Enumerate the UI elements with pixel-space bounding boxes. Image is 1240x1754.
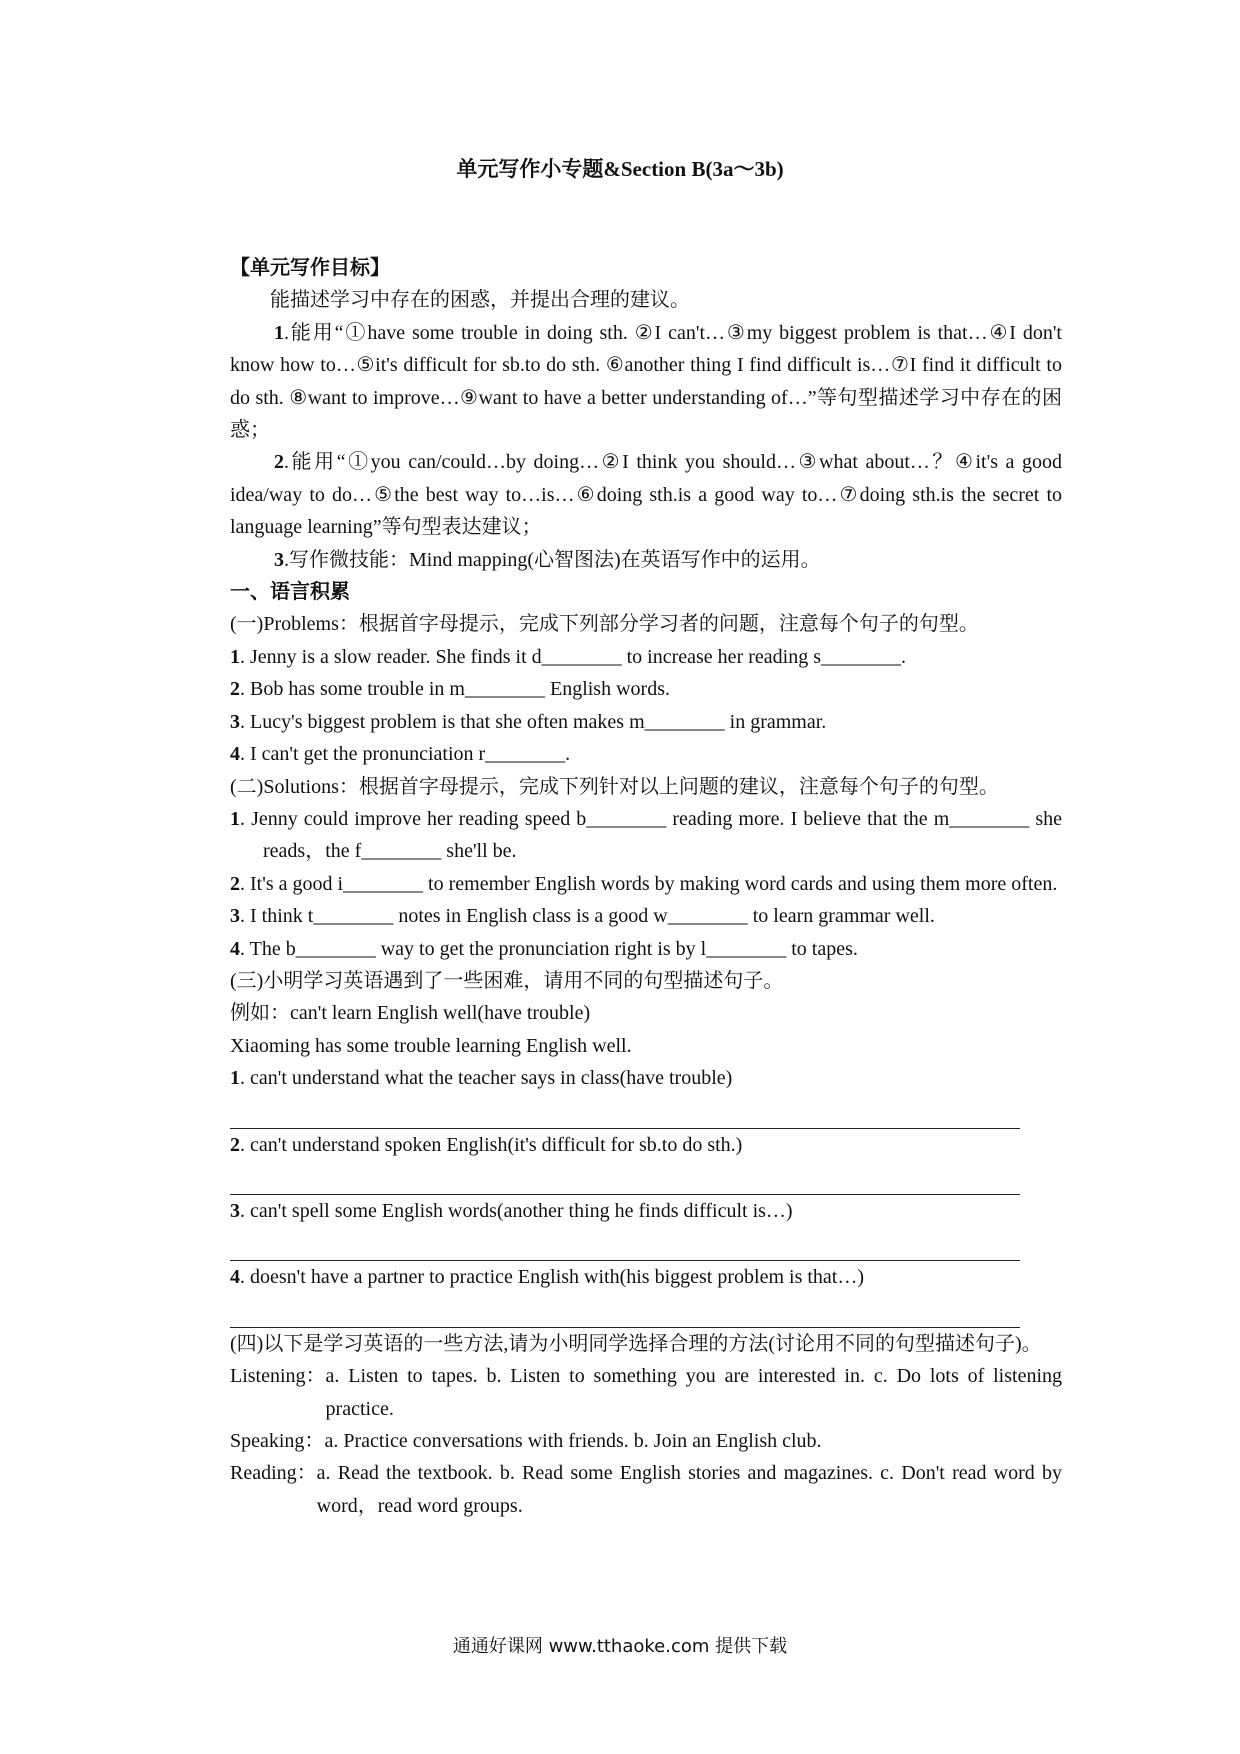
exercise-item bbox=[230, 1129, 1062, 1161]
item-number: 1 bbox=[230, 645, 240, 668]
item-number: 2 bbox=[230, 1133, 240, 1156]
goal-text: .能用“①have some trouble in doing sth. ②I can't…③my biggest problem is that…④I don't know how to…⑤it's difficult for sb.to do sth. ⑥another thing I find difficult is…⑦I find it difficult to do sth. ⑧want to improve…⑨want to have a better understanding of…”等句型描述学习中存在的困惑； bbox=[230, 321, 1062, 442]
item-text: . I think t________ notes in English class is a good w________ to learn grammar well. bbox=[240, 905, 935, 928]
section-heading: 一、语言积累 bbox=[230, 581, 350, 604]
item-text: . can't understand spoken English(it's difficult for sb.to do sth.) bbox=[240, 1133, 743, 1156]
item-text: . Bob has some trouble in m________ English words. bbox=[240, 678, 670, 701]
method-text: a. Read the textbook. b. Read some English stories and magazines. c. Don't read word by word，read word groups. bbox=[316, 1462, 1062, 1517]
problem-item bbox=[230, 673, 1062, 705]
item-number: 4 bbox=[230, 937, 240, 960]
item-text: . can't understand what the teacher says in class(have trouble) bbox=[240, 1067, 733, 1090]
example-label: 例如：can't learn English well(have trouble) bbox=[230, 1002, 591, 1025]
item-number: 4 bbox=[230, 743, 240, 766]
problem-item bbox=[230, 706, 1062, 738]
part2-heading: (二)Solutions：根据首字母提示，完成下列针对以上问题的建议，注意每个句子的句型。 bbox=[230, 775, 999, 798]
goal-item bbox=[230, 446, 1062, 543]
method-label: Speaking： bbox=[230, 1430, 325, 1452]
item-number: 3 bbox=[230, 710, 240, 733]
solution-item bbox=[230, 803, 1062, 868]
item-text: . It's a good i________ to remember English words by making word cards and using them more often. bbox=[240, 872, 1058, 895]
answer-line[interactable] bbox=[230, 1294, 1020, 1328]
method-item-reading bbox=[230, 1457, 1062, 1522]
answer-line[interactable] bbox=[230, 1227, 1020, 1261]
item-number: 2 bbox=[230, 872, 240, 895]
goal-text: .能用“①you can/could…by doing…②I think you should…③what about…？④it's a good idea/way to do…⑤the best way to…is…⑥doing sth.is a good way to…⑦doing sth.is the secret to language learning”等句型表达建议； bbox=[230, 451, 1062, 539]
goal-number: 2 bbox=[274, 451, 284, 474]
method-text: a. Practice conversations with friends. b. Join an English club. bbox=[324, 1430, 822, 1452]
method-label: Listening： bbox=[230, 1365, 326, 1388]
item-number: 4 bbox=[230, 1266, 240, 1289]
problem-item bbox=[230, 738, 1062, 770]
page-title: 单元写作小专题&Section B(3a～3b) bbox=[456, 157, 784, 181]
method-item-speaking bbox=[230, 1425, 1062, 1457]
item-text: . doesn't have a partner to practice English with(his biggest problem is that…) bbox=[240, 1266, 865, 1289]
item-text: . Lucy's biggest problem is that she often makes m________ in grammar. bbox=[240, 710, 827, 733]
item-number: 3 bbox=[230, 905, 240, 928]
part3-heading: (三)小明学习英语遇到了一些困难，请用不同的句型描述句子。 bbox=[230, 969, 784, 992]
item-text: . Jenny could improve her reading speed b________ reading more. I believe that the m________ she reads，the f________ she'll be. bbox=[240, 807, 1062, 863]
solution-item bbox=[230, 933, 1062, 965]
example-answer: Xiaoming has some trouble learning English well. bbox=[230, 1034, 632, 1057]
goal-number: 1 bbox=[274, 321, 284, 344]
item-number: 3 bbox=[230, 1199, 240, 1222]
part4-heading: (四)以下是学习英语的一些方法,请为小明同学选择合理的方法(讨论用不同的句型描述句子)。 bbox=[230, 1332, 1042, 1355]
item-text: . The b________ way to get the pronunciation right is by l________ to tapes. bbox=[240, 937, 858, 960]
worksheet-body bbox=[230, 252, 1062, 1522]
item-number: 1 bbox=[230, 1067, 240, 1090]
method-text: a. Listen to tapes. b. Listen to something you are interested in. c. Do lots of listening practice. bbox=[325, 1365, 1062, 1420]
item-text: . Jenny is a slow reader. She finds it d________ to increase her reading s________. bbox=[240, 645, 906, 668]
goal-number: 3 bbox=[274, 548, 284, 571]
part1-heading: (一)Problems：根据首字母提示，完成下列部分学习者的问题，注意每个句子的句型。 bbox=[230, 613, 979, 636]
item-number: 1 bbox=[230, 807, 240, 830]
solution-item bbox=[230, 900, 1062, 932]
item-number: 2 bbox=[230, 678, 240, 701]
answer-line[interactable] bbox=[230, 1095, 1020, 1129]
item-text: . can't spell some English words(another thing he finds difficult is…) bbox=[240, 1199, 793, 1222]
footer-watermark: 通通好课网 www.tthaoke.com 提供下载 bbox=[452, 1636, 788, 1657]
item-text: . I can't get the pronunciation r________. bbox=[240, 743, 571, 766]
answer-line[interactable] bbox=[230, 1161, 1020, 1195]
method-label: Reading： bbox=[230, 1462, 317, 1485]
exercise-item bbox=[230, 1062, 1062, 1094]
goal-text: .写作微技能：Mind mapping(心智图法)在英语写作中的运用。 bbox=[284, 548, 821, 571]
goals-intro: 能描述学习中存在的困惑，并提出合理的建议。 bbox=[270, 289, 690, 312]
solution-item bbox=[230, 868, 1062, 900]
method-item-listening bbox=[230, 1360, 1062, 1425]
goals-heading: 【单元写作目标】 bbox=[230, 257, 390, 279]
problem-item bbox=[230, 641, 1062, 673]
exercise-item bbox=[230, 1261, 1062, 1293]
exercise-item bbox=[230, 1195, 1062, 1227]
goal-item bbox=[230, 317, 1062, 447]
goal-item bbox=[230, 544, 1062, 576]
